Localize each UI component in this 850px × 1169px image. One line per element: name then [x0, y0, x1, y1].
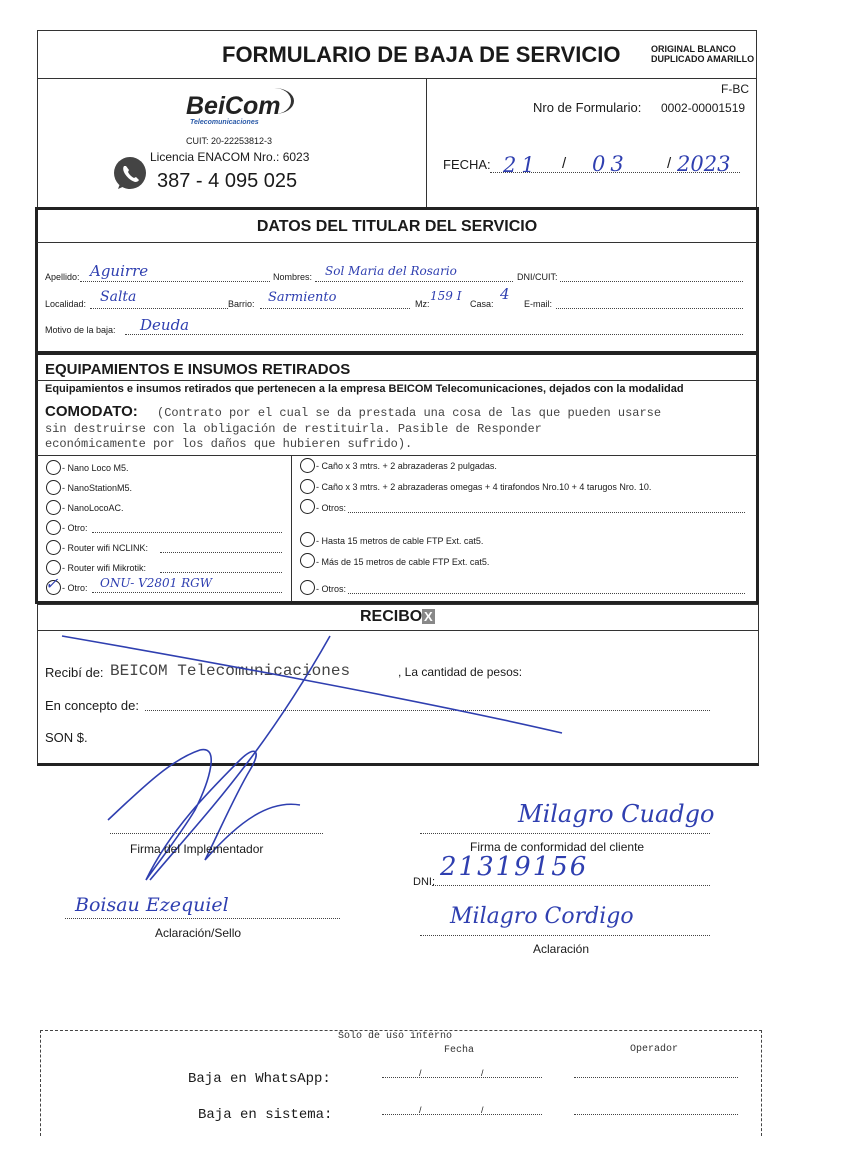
receipt-x-mark: X [424, 609, 433, 624]
system-date-slash-2: / [481, 1105, 484, 1115]
dni-cuit-line [560, 281, 743, 282]
client-signature-line [420, 833, 710, 834]
clarification-line [420, 935, 710, 936]
clarification-seal-line [65, 918, 340, 919]
internal-title: Solo de uso interno [338, 1031, 453, 1042]
comodato-text-1: (Contrato por el cual se da prestada una cosa de las que pueden usarse [157, 406, 662, 420]
comodato-label: COMODATO: [45, 403, 138, 420]
item-others-1: - Otros: [316, 503, 347, 513]
item-router-nclink: - Router wifi NCLINK: [62, 543, 149, 553]
dni-label: DNI: [413, 876, 435, 888]
internal-date-column: Fecha [444, 1045, 475, 1056]
equipment-intro: Equipamientos e insumos retirados que pertenecen a la empresa BEICOM Telecomunicaciones, dejados con la modalidad [45, 383, 684, 395]
logo-subtitle: Telecomunicaciones [190, 119, 259, 126]
dni-line [432, 885, 710, 886]
date-sep-1: / [562, 155, 567, 172]
item-pipe-omega: - Caño x 3 mtrs. + 2 abrazaderas omegas + 4 tirafondos Nro.10 + 4 tarugos Nro. 10. [316, 482, 652, 492]
comodato-text-2: sin destruirse con la obligación de restituirla. Pasible de Responder [45, 422, 542, 436]
item-cable-up-to-15m: - Hasta 15 metros de cable FTP Ext. cat5. [316, 536, 484, 546]
system-operator-line [574, 1114, 738, 1115]
received-from-value: BEICOM Telecomunicaciones [110, 662, 351, 680]
clarification-value: Milagro Cordigo [450, 904, 634, 929]
house-label: Casa: [470, 299, 494, 309]
header-vertical-divider [426, 78, 427, 208]
clarification-label: Aclaración [533, 942, 590, 956]
system-date-slash-1: / [419, 1105, 422, 1115]
date-day: 21 [503, 153, 540, 177]
item-nanostation-m5: - NanoStationM5. [62, 483, 133, 493]
checkbox-cable-up-to-15m[interactable] [300, 532, 315, 547]
names-value: Sol Maria del Rosario [325, 264, 457, 278]
date-year: 2023 [677, 152, 731, 176]
system-date-line [382, 1114, 542, 1115]
whatsapp-date-line [382, 1077, 542, 1078]
checkbox-router-mikrotik[interactable] [46, 560, 61, 575]
others-2-line [348, 593, 745, 594]
item-nano-loco-ac: - NanoLocoAC. [62, 503, 124, 513]
block-label: Mz: [415, 299, 430, 309]
holder-section-title: DATOS DEL TITULAR DEL SERVICIO [256, 218, 538, 235]
house-value: 4 [500, 285, 510, 303]
other-2-line [92, 592, 282, 593]
equipment-title: EQUIPAMIENTOS E INSUMOS RETIRADOS [45, 361, 351, 378]
client-label: Firma de conformidad del cliente [470, 840, 645, 854]
checkbox-nanostation-m5[interactable] [46, 480, 61, 495]
copy-duplicate: DUPLICADO AMARILLO [651, 54, 755, 64]
neighborhood-label: Barrio: [228, 299, 255, 309]
block-value: 159 I [430, 289, 462, 303]
concept-line [145, 710, 710, 711]
whatsapp-date-slash-2: / [481, 1068, 484, 1078]
item-router-mikrotik: - Router wifi Mikrotik: [62, 563, 147, 573]
surname-value: Aguirre [90, 262, 149, 280]
form-number: 0002-00001519 [661, 101, 746, 115]
locality-label: Localidad: [45, 299, 87, 309]
amount-label: , La cantidad de pesos: [398, 665, 523, 679]
whatsapp-operator-line [574, 1077, 738, 1078]
date-label: FECHA: [443, 157, 491, 172]
others-1-line [348, 512, 745, 513]
clarification-seal-value: Boisau Ezequiel [75, 894, 229, 916]
item-other-1: - Otro: [62, 523, 88, 533]
router-mikrotik-line [160, 572, 282, 573]
logo-swoosh [255, 88, 294, 114]
email-label: E-mail: [524, 299, 553, 309]
form-code: F-BC [721, 82, 749, 96]
dni-value: 21319156 [440, 852, 589, 882]
item-cable-over-15m: - Más de 15 metros de cable FTP Ext. cat5. [316, 557, 490, 567]
holder-title-divider [37, 242, 757, 243]
checkbox-other-2-tick: ✓ [45, 574, 59, 593]
son-label: SON $. [45, 730, 88, 745]
checkbox-other-1[interactable] [46, 520, 61, 535]
equipment-list-top-divider [37, 455, 757, 456]
implementer-label: Firma del Implementador [130, 842, 264, 856]
dni-cuit-label: DNI/CUIT: [517, 272, 558, 282]
receipt-title-divider [37, 630, 759, 631]
checkbox-pipe-omega[interactable] [300, 479, 315, 494]
equipment-column-divider [291, 455, 292, 601]
implementer-signature-line [110, 833, 323, 834]
company-license: Licencia ENACOM Nro.: 6023 [150, 150, 310, 164]
logo-text: BeiCom [186, 92, 281, 120]
form-number-label: Nro de Formulario: [533, 100, 642, 115]
whatsapp-date-slash-1: / [419, 1068, 422, 1078]
company-cuit: CUIT: 20-22253812-3 [186, 136, 273, 146]
surname-line [80, 281, 270, 282]
item-others-2: - Otros: [316, 584, 347, 594]
checkbox-cable-over-15m[interactable] [300, 553, 315, 568]
checkbox-others-2[interactable] [300, 580, 315, 595]
neighborhood-line [260, 308, 410, 309]
receipt-frame [37, 604, 759, 766]
neighborhood-value: Sarmiento [268, 290, 337, 305]
reason-value: Deuda [140, 316, 190, 334]
item-nano-loco-m5: - Nano Loco M5. [62, 463, 129, 473]
client-signature: Milagro Cuadgo [518, 800, 715, 828]
checkbox-pipe-2-inch[interactable] [300, 458, 315, 473]
checkbox-nano-loco-ac[interactable] [46, 500, 61, 515]
received-from-label: Recibí de: [45, 665, 104, 680]
surname-label: Apellido: [45, 272, 80, 282]
email-line [556, 308, 743, 309]
concept-label: En concepto de: [45, 698, 139, 713]
system-drop-label: Baja en sistema: [198, 1107, 333, 1123]
receipt-title: RECIBO [360, 608, 423, 625]
signature-loop [108, 750, 300, 880]
locality-value: Salta [100, 289, 137, 305]
router-nclink-line [160, 552, 282, 553]
checkbox-nano-loco-m5[interactable] [46, 460, 61, 475]
clarification-seal-label: Aclaración/Sello [155, 926, 242, 940]
names-line [315, 281, 513, 282]
form-title: FORMULARIO DE BAJA DE SERVICIO [222, 42, 621, 67]
equipment-title-divider [37, 380, 757, 381]
names-label: Nombres: [273, 272, 313, 282]
internal-operator-column: Operador [630, 1044, 679, 1055]
header-divider [37, 78, 757, 79]
locality-line [90, 308, 228, 309]
item-pipe-2-inch: - Caño x 3 mtrs. + 2 abrazaderas 2 pulgadas. [316, 461, 497, 471]
company-phone: 387 - 4 095 025 [157, 170, 298, 192]
other-2-value: ONU- V2801 RGW [100, 576, 213, 590]
checkbox-router-nclink[interactable] [46, 540, 61, 555]
reason-label: Motivo de la baja: [45, 325, 116, 335]
copy-original: ORIGINAL BLANCO [651, 44, 736, 54]
comodato-text-3: económicamente por los daños que hubieren sufrido). [45, 437, 413, 451]
reason-line [125, 334, 743, 335]
date-sep-2: / [667, 155, 672, 172]
whatsapp-icon [111, 155, 149, 193]
date-month: 03 [592, 152, 629, 176]
item-other-2: - Otro: [62, 583, 88, 593]
other-1-line [92, 532, 282, 533]
whatsapp-drop-label: Baja en WhatsApp: [188, 1071, 331, 1087]
checkbox-others-1[interactable] [300, 499, 315, 514]
